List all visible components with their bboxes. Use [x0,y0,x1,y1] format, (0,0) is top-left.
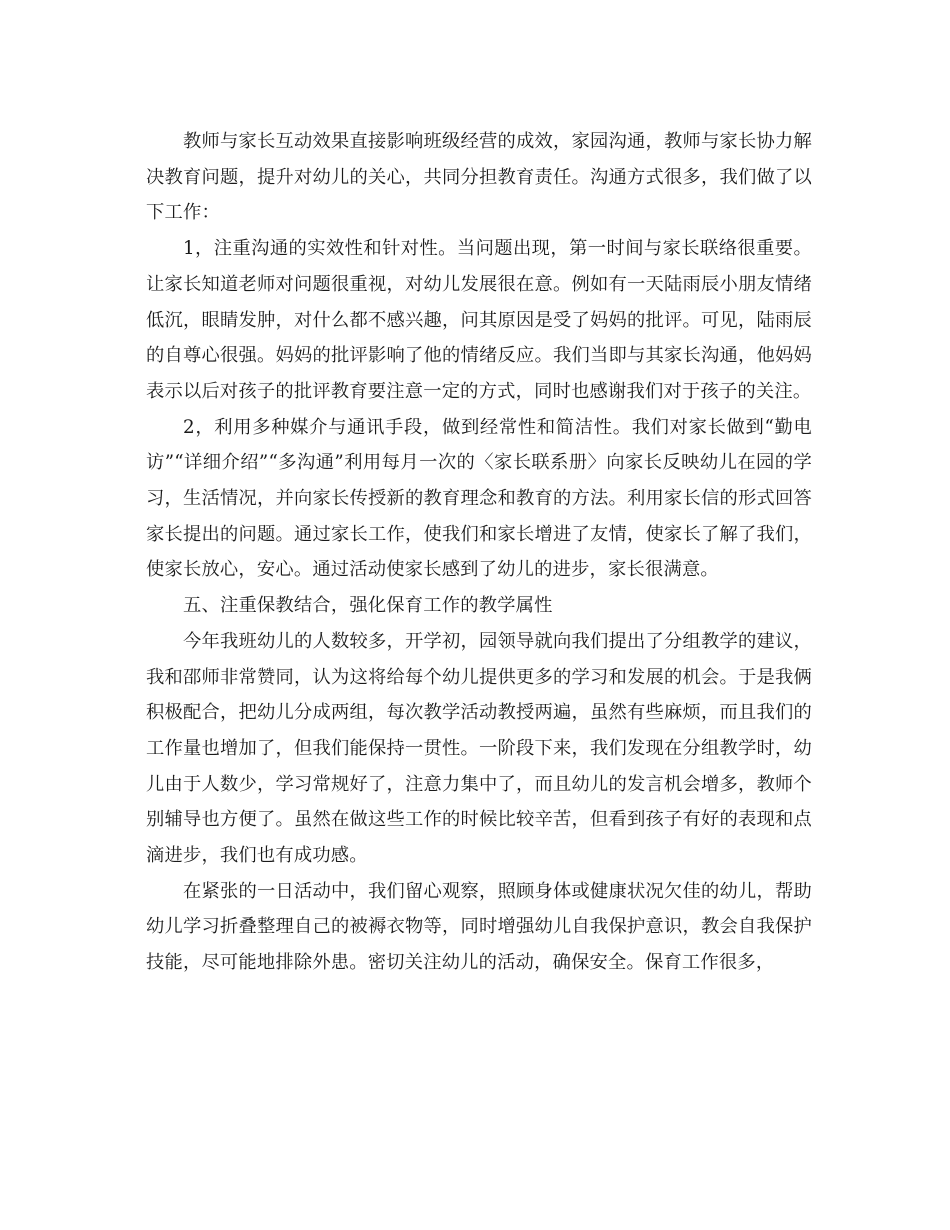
document-body [146,124,812,981]
paragraph-daily-care: 在紧张的一日活动中，我们留心观察，照顾身体或健康状况欠佳的幼儿，帮助幼儿学习折叠整理自己的被褥衣物等，同时增强幼儿自我保护意识，教会自我保护技能，尽可能地排除外患。密切关注幼儿的活动，确保安全。保育工作很多， [146,880,812,974]
paragraph-home-school-interaction: 教师与家长互动效果直接影响班级经营的成效，家园沟通，教师与家长协力解决教育问题，提升对幼儿的关心，共同分担教育责任。沟通方式很多，我们做了以下工作： [146,131,812,224]
section-heading: 五、注重保教结合，强化保育工作的教学属性 [183,595,553,617]
paragraph-communication-effectiveness: 1，注重沟通的实效性和针对性。当问题出现，第一时间与家长联络很重要。让家长知道老师对问题很重视，对幼儿发展很在意。例如有一天陆雨辰小朋友情绪低沉，眼睛发肿，对什么都不感兴趣，问其原因是受了妈妈的批评。可见，陆雨辰的自尊心很强。妈妈的批评影响了他的情绪反应。我们当即与其家长沟通，他妈妈表示以后对孩子的批评教育要注意一定的方式，同时也感谢我们对于孩子的关注。 [146,238,812,402]
paragraph-media-communication: 2，利用多种媒介与通讯手段，做到经常性和简洁性。我们对家长做到“勤电访”“详细介绍”“多沟通”利用每月一次的〈家长联系册〉向家长反映幼儿在园的学习，生活情况，并向家长传授新的教育理念和教育的方法。利用家长信的形式回答家长提出的问题。通过家长工作，使我们和家长增进了友情，使家长了解了我们，使家长放心，安心。通过活动使家长感到了幼儿的进步，家长很满意。 [146,416,812,581]
paragraph-group-teaching: 今年我班幼儿的人数较多，开学初，园领导就向我们提出了分组教学的建议，我和邵师非常赞同，认为这将给每个幼儿提供更多的学习和发展的机会。于是我俩积极配合，把幼儿分成两组，每次教学活动教授两遍，虽然有些麻烦，而且我们的工作量也增加了，但我们能保持一贯性。一阶段下来，我们发现在分组教学时，幼儿由于人数少，学习常规好了，注意力集中了，而且幼儿的发言机会增多，教师个别辅导也方便了。虽然在做这些工作的时候比较辛苦，但看到孩子有好的表现和点滴进步，我们也有成功感。 [146,630,812,867]
